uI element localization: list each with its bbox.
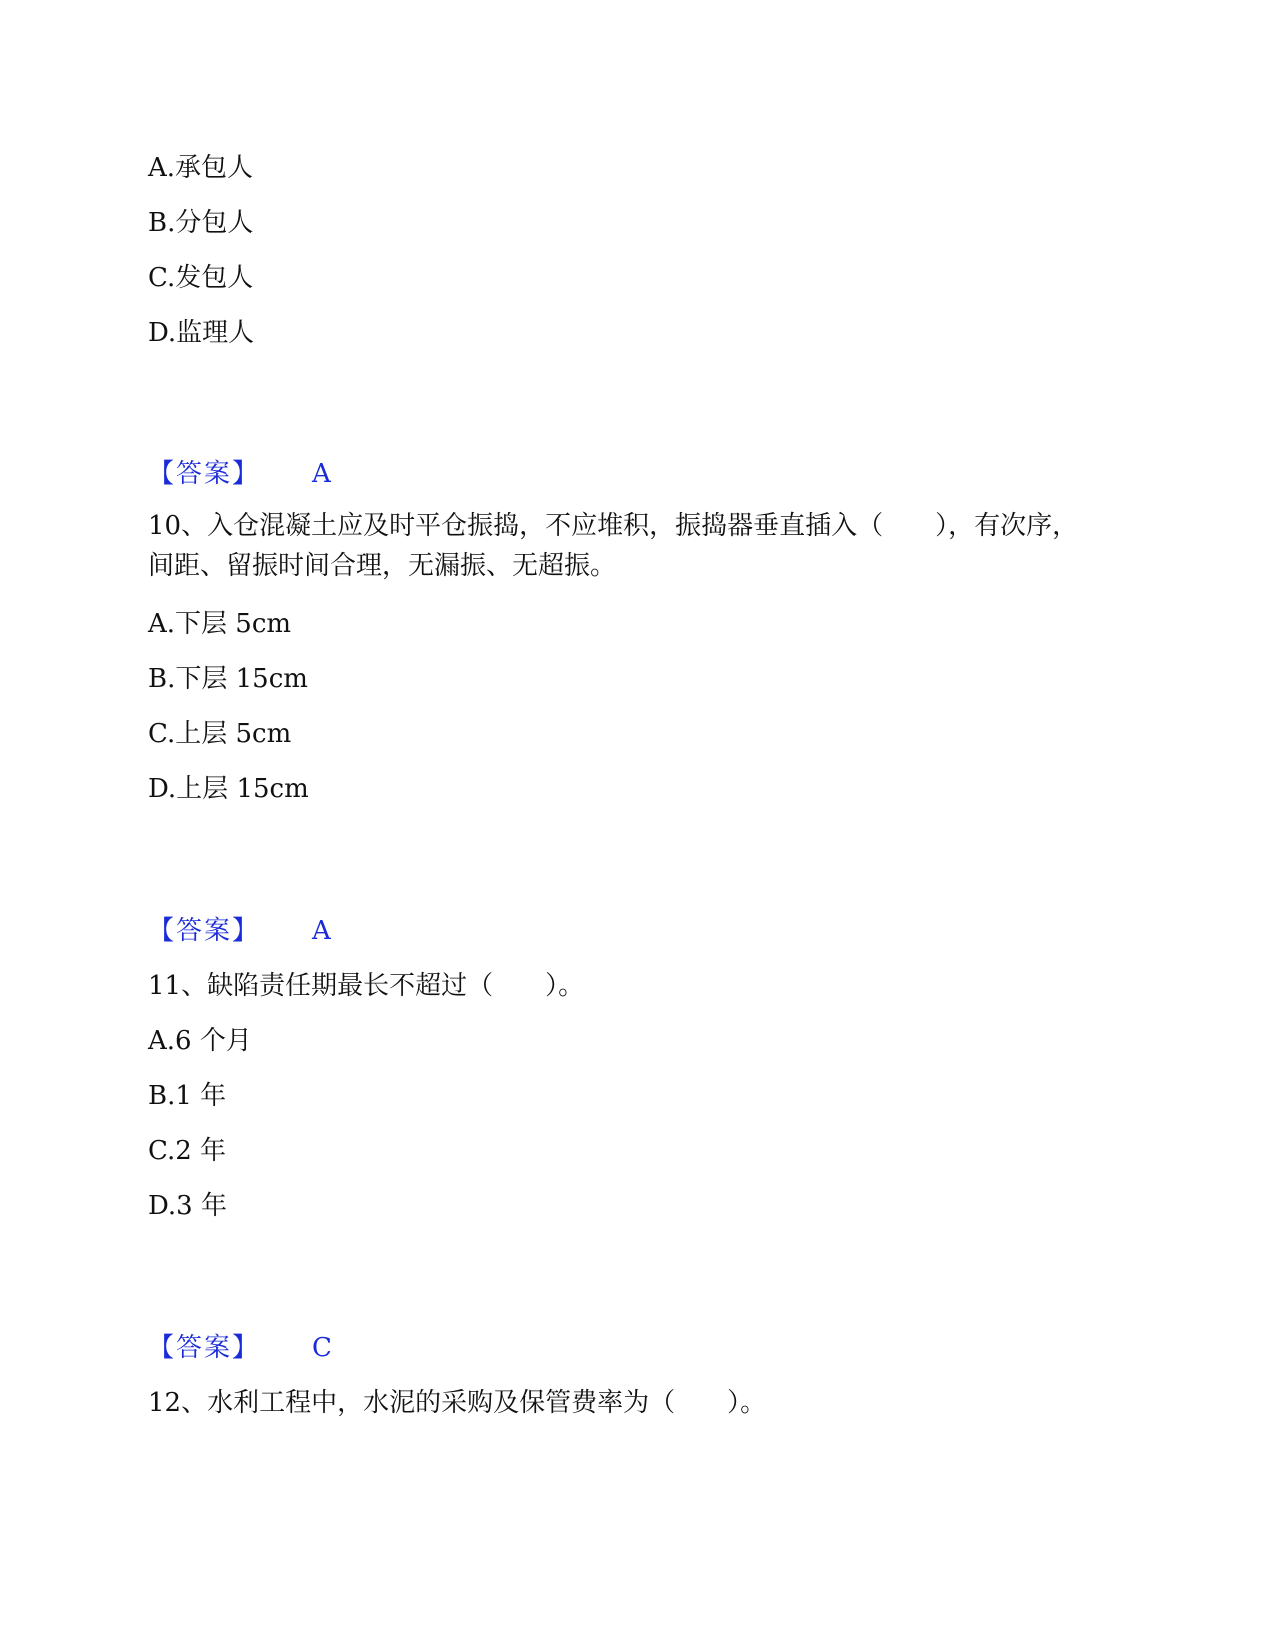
answer-label: 【答案】 (148, 1333, 261, 1363)
q9-option-a: A.承包人 (148, 153, 254, 183)
q10-option-d: D.上层 15cm (148, 774, 309, 804)
answer-label: 【答案】 (148, 459, 261, 489)
question-12-stem: 12、水利工程中，水泥的采购及保管费率为（ ）。 (148, 1388, 767, 1418)
q10-option-c: C.上层 5cm (148, 719, 292, 749)
question-11-stem: 11、缺陷责任期最长不超过（ ）。 (148, 971, 585, 1001)
q10-option-a: A.下层 5cm (148, 609, 292, 639)
answer-11 (148, 1330, 332, 1366)
answer-label: 【答案】 (148, 916, 261, 946)
q10-option-b: B.下层 15cm (148, 664, 308, 694)
answer-value: A (312, 916, 331, 946)
q11-option-b: B.1 年 (148, 1081, 227, 1111)
q11-option-a: A.6 个月 (148, 1026, 252, 1056)
answer-value: C (312, 1333, 332, 1363)
q9-option-d: D.监理人 (148, 318, 255, 348)
q11-option-d: D.3 年 (148, 1191, 227, 1221)
answer-9 (148, 456, 331, 492)
q11-option-c: C.2 年 (148, 1136, 227, 1166)
answer-10 (148, 913, 331, 949)
q9-option-c: C.发包人 (148, 263, 254, 293)
question-10-stem: 10、入仓混凝土应及时平仓振捣，不应堆积，振捣器垂直插入（ ），有次序，间距、留振时间合理，无漏振、无超振。 (148, 511, 1079, 581)
answer-value: A (312, 459, 331, 489)
q9-option-b: B.分包人 (148, 208, 254, 238)
